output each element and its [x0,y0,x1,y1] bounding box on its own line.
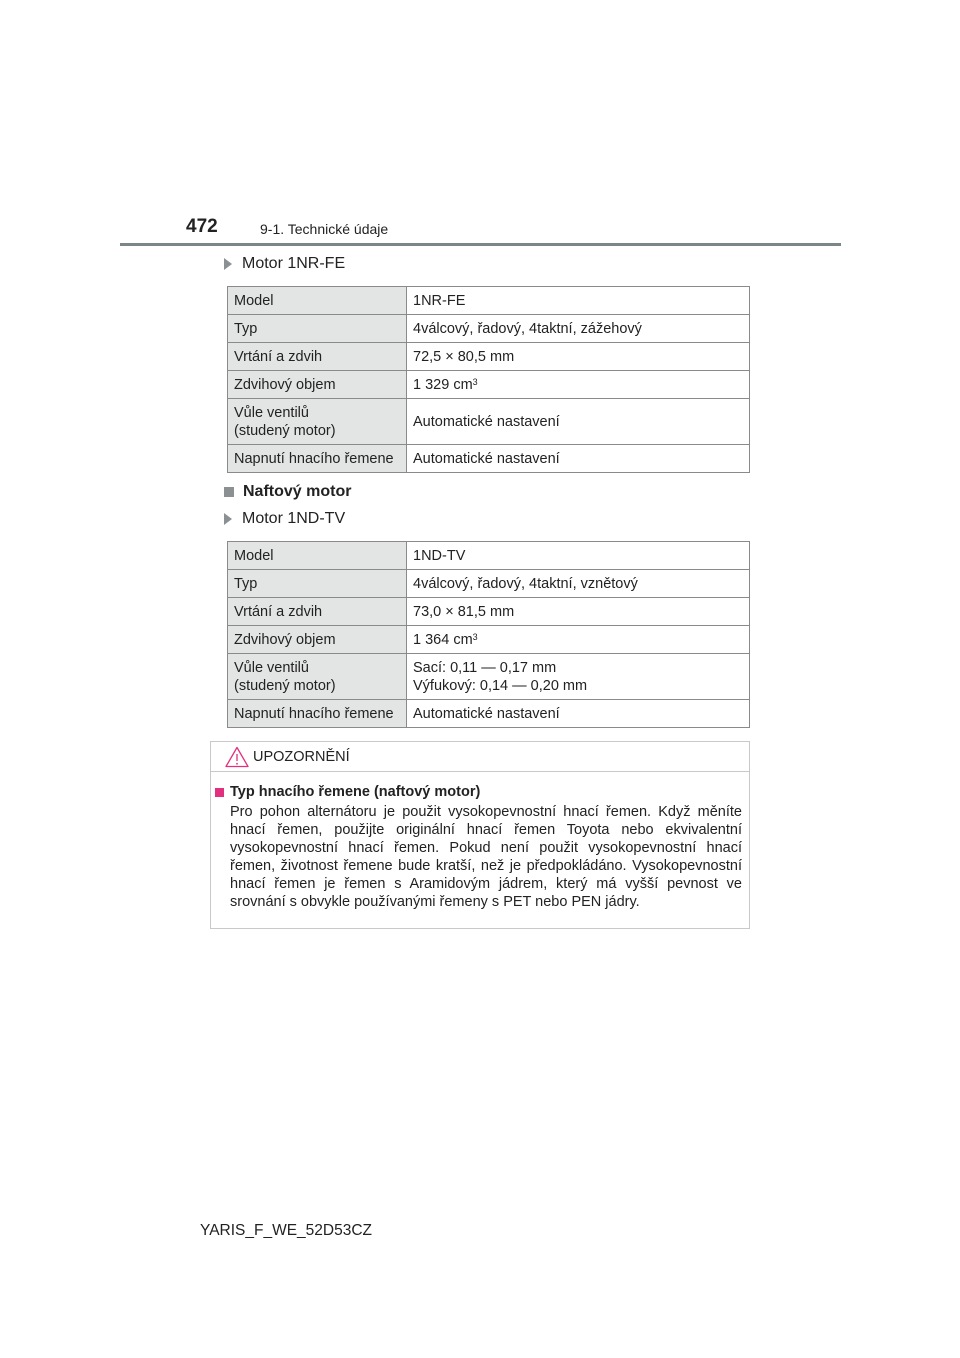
row-key: Typ [228,570,407,598]
row-key-line: Vůle ventilů [234,659,309,676]
row-value [407,626,750,654]
subheading-diesel [224,510,345,528]
row-value-text: 1 364 cm [413,631,473,648]
heading-diesel-text: Naftový motor [243,483,352,500]
square-bullet-icon [215,788,224,797]
section-title: 9-1. Technické údaje [260,221,389,237]
row-value: 72,5 × 80,5 mm [407,343,750,371]
table-row [228,287,750,315]
caution-text: Pro pohon alternátoru je použit vysokopevnostní hnací řemen. Když měníte hnací řemen, použijte originální hnací řemen Toyota nebo ekvivalentní vysokopevnostní hnací řemen. Pokud není použit vysokopevnostní hnací řemen, životnost řemene bude kratší, než je předpokládáno. Vysokopevnostní hnací řemen je řemen s Aramidovým jádrem, který má vyšší pevnost ve srovnání s obvykle používanými řemeny s PET nebo PEN jádry. [230,804,742,910]
triangle-bullet-icon [224,258,232,270]
row-value [407,654,750,700]
page-number: 472 [186,216,218,237]
table-row [228,399,750,445]
row-key-line: Vůle ventilů [234,404,309,421]
row-key: Model [228,542,407,570]
superscript: 3 [472,631,478,642]
caution-body [211,772,749,911]
row-key: Napnutí hnacího řemene [228,700,407,728]
document-code: YARIS_F_WE_52D53CZ [200,1222,372,1239]
row-key: Typ [228,315,407,343]
table-row [228,343,750,371]
heading-diesel [224,483,351,501]
row-value: 1NR-FE [407,287,750,315]
row-value: 4válcový, řadový, 4taktní, zážehový [407,315,750,343]
square-bullet-icon [224,487,234,497]
row-key-line: (studený motor) [234,677,336,694]
row-key: Zdvihový objem [228,371,407,399]
triangle-bullet-icon [224,513,232,525]
row-value: Automatické nastavení [407,399,750,445]
caution-label: UPOZORNĚNÍ [253,748,350,765]
row-value: 4válcový, řadový, 4taktní, vznětový [407,570,750,598]
caution-title [215,784,742,800]
warning-triangle-icon [225,746,249,768]
row-value: Automatické nastavení [407,445,750,473]
caution-header [211,742,749,772]
row-key: Zdvihový objem [228,626,407,654]
row-key [228,654,407,700]
row-key: Napnutí hnacího řemene [228,445,407,473]
subheading-gasoline [224,255,345,273]
spec-table-diesel [227,541,750,728]
row-value-line: Výfukový: 0,14 — 0,20 mm [413,677,588,694]
row-value-text: 1 329 cm [413,376,473,393]
table-row [228,315,750,343]
table-row [228,542,750,570]
row-key [228,399,407,445]
table-row [228,626,750,654]
row-value: 73,0 × 81,5 mm [407,598,750,626]
table-row [228,700,750,728]
caution-title-text: Typ hnacího řemene (naftový motor) [230,784,481,800]
header-rule [120,243,841,246]
table-row [228,598,750,626]
row-value [407,371,750,399]
row-value: Automatické nastavení [407,700,750,728]
superscript: 3 [472,376,478,387]
table-row [228,445,750,473]
table-row [228,654,750,700]
row-key: Vrtání a zdvih [228,598,407,626]
table-row [228,371,750,399]
row-key: Model [228,287,407,315]
subheading-gasoline-text: Motor 1NR-FE [242,255,346,272]
table-row [228,570,750,598]
subheading-diesel-text: Motor 1ND-TV [242,510,346,527]
row-key-line: (studený motor) [234,422,336,439]
caution-box [210,741,750,929]
row-value-line: Sací: 0,11 — 0,17 mm [413,659,557,676]
row-key: Vrtání a zdvih [228,343,407,371]
row-value: 1ND-TV [407,542,750,570]
spec-table-gasoline [227,286,750,473]
